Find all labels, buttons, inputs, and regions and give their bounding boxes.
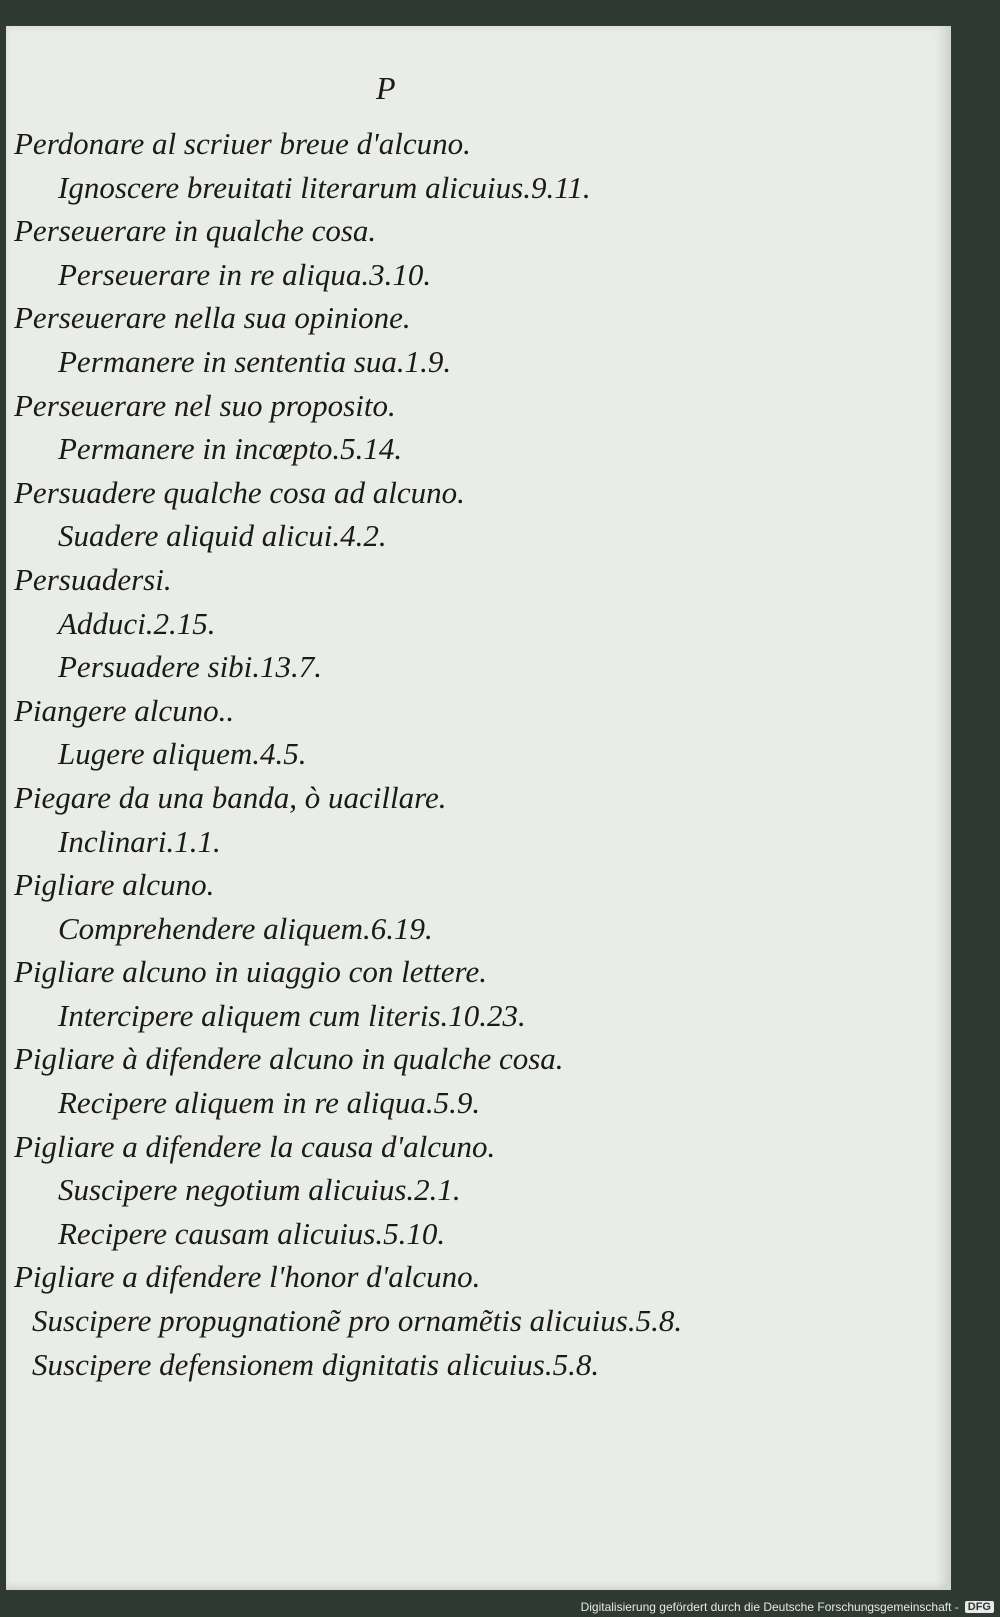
italian-entry: Piegare da una banda, ò uacillare. [14, 779, 447, 815]
latin-translation: Suscipere propugnationẽ pro ornamẽtis alicuius.5.8. [32, 1303, 683, 1339]
italian-entry: Piangere alcuno.. [14, 692, 235, 728]
italian-entry: Persuadere qualche cosa ad alcuno. [14, 474, 465, 510]
italian-entry: Perseuerare nel suo proposito. [14, 387, 396, 423]
latin-translation: Comprehendere aliquem.6.19. [58, 910, 433, 946]
latin-translation: Persuadere sibi.13.7. [58, 649, 323, 685]
latin-translation: Recipere aliquem in re aliqua.5.9. [58, 1085, 481, 1121]
latin-translation: Permanere in incœpto.5.14. [58, 431, 403, 467]
dfg-logo: DFG [965, 1601, 994, 1613]
footer-credit: Digitalisierung gefördert durch die Deutsche Forschungsgemeinschaft - [580, 1600, 959, 1614]
latin-translation: Adduci.2.15. [58, 605, 216, 641]
latin-translation: Intercipere aliquem cum literis.10.23. [58, 997, 526, 1033]
page-header-letter: P [376, 70, 396, 106]
latin-translation: Suscipere negotium alicuius.2.1. [58, 1172, 461, 1208]
book-page [6, 26, 951, 1590]
italian-entry: Pigliare a difendere la causa d'alcuno. [14, 1128, 496, 1164]
latin-translation: Inclinari.1.1. [58, 823, 221, 859]
latin-translation: Recipere causam alicuius.5.10. [58, 1215, 446, 1251]
latin-translation: Suadere aliquid alicui.4.2. [58, 518, 387, 554]
latin-translation: Ignoscere breuitati literarum alicuius.9.11. [58, 169, 591, 205]
entry-list [6, 122, 946, 1386]
italian-entry: Persuadersi. [14, 561, 172, 597]
italian-entry: Pigliare alcuno in uiaggio con lettere. [14, 954, 487, 990]
italian-entry: Pigliare alcuno. [14, 867, 215, 903]
italian-entry: Perseuerare nella sua opinione. [14, 300, 411, 336]
latin-translation: Permanere in sententia sua.1.9. [58, 343, 452, 379]
italian-entry: Perdonare al scriuer breue d'alcuno. [14, 126, 471, 161]
italian-entry: Perseuerare in qualche cosa. [14, 213, 377, 249]
latin-translation: Perseuerare in re aliqua.3.10. [58, 256, 432, 292]
latin-translation: Lugere aliquem.4.5. [58, 736, 307, 772]
italian-entry: Pigliare a difendere l'honor d'alcuno. [14, 1259, 481, 1295]
latin-translation: Suscipere defensionem dignitatis alicuius.5.8. [32, 1346, 600, 1382]
digitization-footer [581, 1600, 994, 1614]
italian-entry: Pigliare à difendere alcuno in qualche cosa. [14, 1041, 564, 1077]
